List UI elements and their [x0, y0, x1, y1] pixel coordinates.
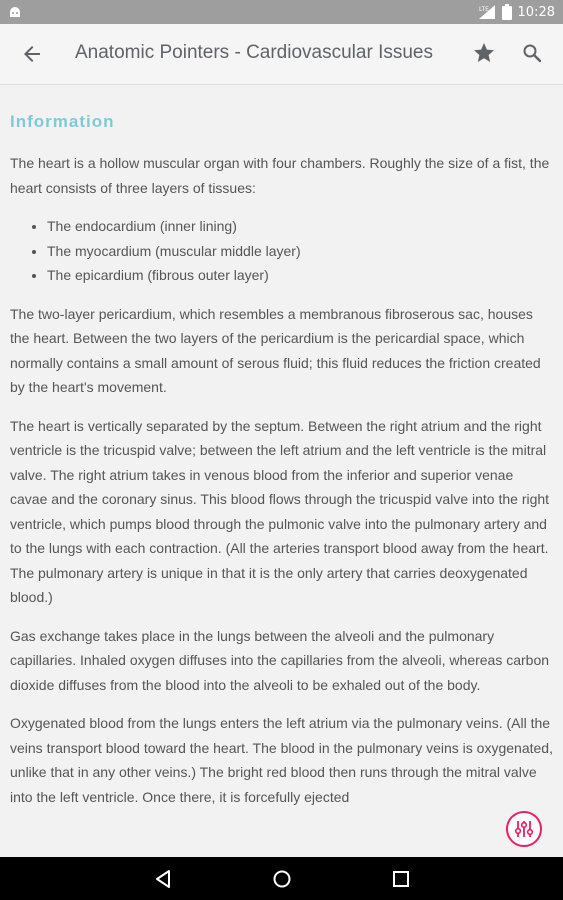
paragraph: Oxygenated blood from the lungs enters the left atrium via the pulmonary veins. (All the veins transport blood toward the heart. The blood in the pulmonary veins is oxygenated, unlike that in any other veins.) The bright red blood then runs through the mitral valve into the left ventricle. Once there, it is forcefully ejected [10, 715, 553, 805]
paragraph: The two-layer pericardium, which resembles a membranous fibroserous sac, houses the heart. Between the two layers of the pericardium is the pericardial space, which normally contains a small amount of serous fluid; this fluid reduces the friction created by the heart's movement. [10, 305, 541, 395]
section-heading: Information [10, 112, 115, 131]
app-bar [0, 24, 563, 85]
android-debug-icon [8, 5, 22, 19]
nav-back-icon[interactable] [152, 868, 174, 890]
paragraph: The heart is vertically separated by the septum. Between the right atrium and the right ventricle is the tricuspid valve; between the left atrium and the left ventricle is the mitral valve. The right atrium takes in venous blood from the inferior and superior venae cavae and the coronary sinus. This blood flows through the tricuspid valve into the right ventricle, which pumps blood through the pulmonic valve into the pulmonary artery and to the lungs with each contraction. (All the arteries transport blood away from the heart. The pulmonary artery is unique in that it is the only artery that carries deoxygenated blood.) [10, 417, 550, 605]
search-icon[interactable] [520, 41, 544, 65]
page-title: Anatomic Pointers - Cardiovascular Issues [75, 42, 433, 63]
paragraph: Gas exchange takes place in the lungs between the alveoli and the pulmonary capillaries. Inhaled oxygen diffuses into the capillaries from the alveoli, whereas carbon dioxide diffuses from the blood into the alveoli to be exhaled out of the body. [10, 627, 550, 693]
signal-icon [478, 4, 496, 20]
paragraph: The heart is a hollow muscular organ with four chambers. Roughly the size of a fist, the heart consists of three layers of tissues: [10, 155, 550, 196]
list-item: • The myocardium (muscular middle layer) [47, 239, 553, 264]
layers-list [10, 214, 553, 288]
list-item: • The endocardium (inner lining) [47, 214, 553, 239]
star-icon[interactable] [472, 41, 496, 65]
settings-fab[interactable] [506, 811, 542, 847]
equalizer-icon [513, 818, 535, 840]
article-body [10, 151, 553, 823]
network-label: LTE [478, 6, 489, 13]
system-nav-bar [0, 857, 563, 900]
article-content[interactable] [0, 85, 563, 857]
battery-icon [502, 4, 512, 20]
status-time: 10:28 [517, 4, 555, 20]
status-bar [0, 0, 563, 24]
list-item: • The epicardium (fibrous outer layer) [47, 263, 553, 288]
nav-home-icon[interactable] [271, 868, 293, 890]
back-arrow-icon[interactable] [20, 42, 44, 66]
nav-recents-icon[interactable] [390, 868, 412, 890]
